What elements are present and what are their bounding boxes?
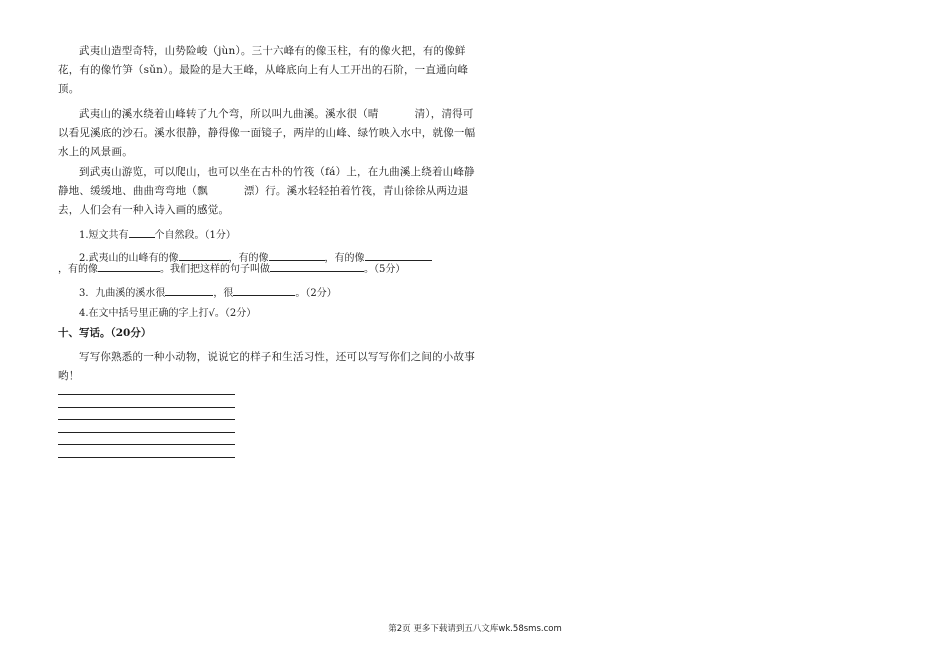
question-3-text-a: 3．九曲溪的溪水很 (79, 288, 166, 299)
answer-blank[interactable] (129, 226, 155, 238)
answer-blank[interactable] (98, 260, 160, 272)
passage-paragraph-3-part-a: 到武夷山游览，可以爬山，也可以坐在古朴的竹筏（fá）上，在九曲溪上绕着山峰静静地、缓缓地、曲曲弯弯地（飘 (58, 166, 475, 197)
question-2-text-c: ，有的像 (324, 253, 365, 264)
writing-line[interactable] (58, 444, 235, 445)
passage-paragraph-3-part-b: 漂）行。溪水轻轻拍着竹筏，青山徐徐从两边退去，人们会有一种入诗入画的感觉。 (58, 185, 469, 216)
passage-paragraph-3 (58, 163, 478, 220)
passage-paragraph-2-part-b: 清），清得可以看见溪底的沙石。溪水很静，静得像一面镜子，两岸的山峰、绿竹映入水中，就像一幅水上的风景画。 (58, 108, 476, 158)
question-3-text-c: 。（2分） (295, 288, 337, 299)
question-1 (58, 226, 478, 245)
question-2-text-b: ，有的像 (228, 253, 269, 264)
question-3-text-b: ，很 (213, 288, 234, 299)
question-3 (58, 284, 478, 303)
answer-blank[interactable] (270, 260, 364, 272)
answer-blank[interactable] (165, 284, 213, 296)
question-2-continued (58, 260, 478, 279)
question-2-text-d: ，有的像 (58, 264, 98, 275)
question-1-text-a: 1.短文共有 (79, 230, 129, 241)
passage-paragraph-2-part-a: 武夷山的溪水绕着山峰转了九个弯，所以叫九曲溪。溪水很（晴 (79, 108, 379, 120)
question-2-text-a: 2.武夷山的山峰有的像 (79, 253, 179, 264)
passage-paragraph-2 (58, 105, 478, 162)
passage-paragraph-1: 武夷山造型奇特，山势险峻（jùn）。三十六峰有的像玉柱，有的像火把，有的像鲜花，有的像竹笋（sǔn）。最险的是大王峰，从峰底向上有人工开出的石阶，一直通向峰顶。 (58, 45, 469, 95)
page-footer: 第2页 更多下载请到五八文库wk.58sms.com (388, 624, 562, 634)
question-1-text-b: 个自然段。（1分） (154, 230, 236, 241)
writing-line[interactable] (58, 407, 235, 408)
section-heading: 十、写话。（20分） (58, 327, 152, 339)
question-4: 4.在文中括号里正确的字上打√。（2分） (79, 308, 257, 319)
answer-blank[interactable] (233, 284, 295, 296)
question-2-text-e: 。我们把这样的句子叫做 (160, 264, 270, 275)
writing-prompt: 写写你熟悉的一种小动物，说说它的样子和生活习性，还可以写写你们之间的小故事哟！ (58, 351, 475, 382)
writing-line[interactable] (58, 432, 235, 433)
writing-line[interactable] (58, 419, 235, 420)
writing-line[interactable] (58, 457, 235, 458)
question-2-text-f: 。（5分） (364, 264, 406, 275)
writing-line[interactable] (58, 394, 235, 395)
